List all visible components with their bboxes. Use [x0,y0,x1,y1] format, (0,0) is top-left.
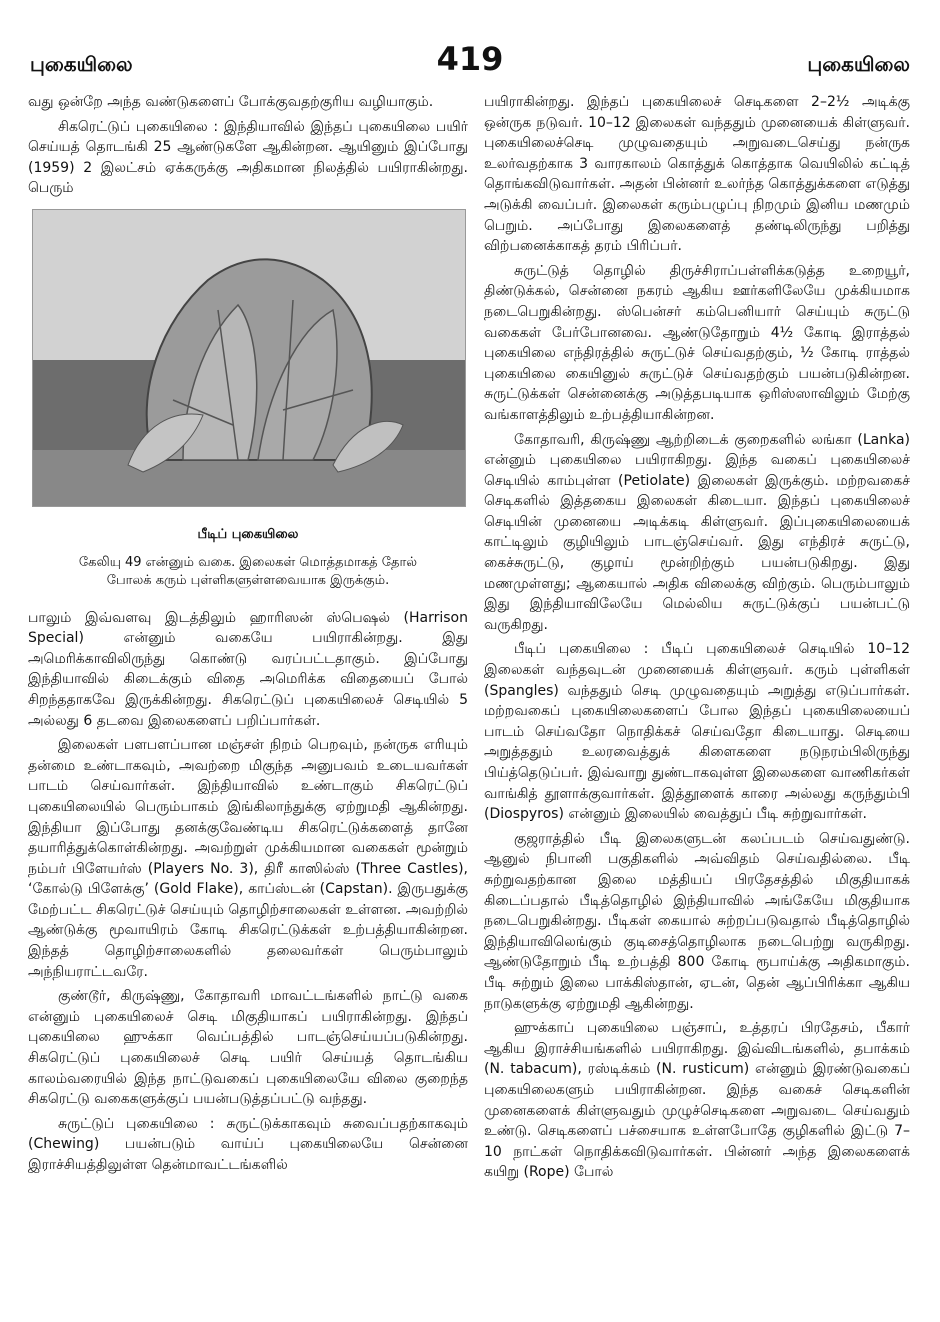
tobacco-plant-photo [32,209,466,507]
left-column [28,92,468,1302]
paragraph: கோதாவரி, கிருஷ்ணு ஆற்றிடைக் குறைகளில் லங்கா (Lanka) என்னும் புகையிலை பயிராகிறது. இந்த வகைப் புகையிலைச் செடியில் காம்புள்ள (Petiolate) இலைகள் இருக்கும். மற்றவகைச் செடிகளில் இத்தகைய இலைகள் கிடையா. இந்தப் புகையிலைச் செடியின் முனையை அடிக்கடி கிள்ளுவர். இப்புகையிலையைக் காட்டிலும் குழியிலும் பாடஞ்செய்வர். இது எந்திரச் சுருட்டு, கைச்சுருட்டு, குழாய் மூன்றிற்கும் பயன்படுகிறது. இது மணமுள்ளது; ஆகையால் அதிக விலைக்கு விற்கும். பெரும்பாலும் இது இந்தியாவிலேயே மெல்லிய சுருட்டுக்குப் பயன்பட்டு வருகிறது. [484,431,910,633]
paragraph: சிகரெட்டுப் புகையிலை : இந்தியாவில் இந்தப் புகையிலை பயிர் செய்யத் தொடங்கி 25 ஆண்டுகளே ஆகின்றன. ஆயினும் இப்போது (1959) 2 இலட்சம் ஏக்கருக்கு அதிகமான நிலத்தில் பயிராகின்றது. பெரும் [28,118,468,197]
figure [32,209,464,590]
paragraph: பாலும் இவ்வளவு இடத்திலும் ஹாரிஸன் ஸ்பெஷல் (Harrison Special) என்னும் வகையே பயிராகின்றது. இது அமெரிக்காவிலிருந்து கொண்டு வரப்பட்டதாகும். இப்போது இந்தியாவில் கிடைக்கும் விதை அமெரிக்க விதையைப் போல் சிறந்ததாகவே இருக்கின்றது. சிகரெட்டுப் புகையிலைச் செடியில் 5 அல்லது 6 தடவை இலைகளைப் பறிப்பார்கள். [28,609,468,729]
figure-caption-line: போலக் கரும் புள்ளிகளுள்ளவையாக இருக்கும். [106,572,390,588]
paragraph: பயிராகின்றது. இந்தப் புகையிலைச் செடிகளை 2–2½ அடிக்கு ஒன்ருக நடுவர். 10–12 இலைகள் வந்ததும் முனையைக் கிள்ளுவர். புகையிலைச்செடி முழுவதையும் அறுவடைசெய்து நன்ருக உலர்வதற்காக 3 வாரகாலம் கொத்துக் கொத்தாக வெயிலில் கட்டித் தொங்கவிடுவார்கள். அதன் பின்னர் உலர்ந்த கொத்துக்களை எடுத்து அடுக்கி வைப்பர். இலைகள் கரும்பழுப்பு நிறமும் இனிய மணமும் பெறும். அப்போது இலைகளைத் தண்டிலிருந்து பறித்து விற்பனைக்காகத் தரம் பிரிப்பர். [484,94,910,255]
right-column [484,92,910,1302]
page-number: 419 [436,40,504,78]
paragraph: சுருட்டுப் புகையிலை : சுருட்டுக்காகவும் சுவைப்பதற்காகவும் (Chewing) பயன்படும் வாய்ப் புகையிலையே சென்னை இராச்சியத்திலுள்ள தென்மாவட்டங்களில் [28,1115,468,1173]
paragraph: பீடிப் புகையிலை : பீடிப் புகையிலைச் செடியில் 10–12 இலைகள் வந்தவுடன் முனையைக் கிள்ளுவர். கரும் புள்ளிகள் (Spangles) வந்ததும் செடி முழுவதையும் அறுத்து எடுப்பார்கள். மற்றவகைப் புகையிலைகளைப் போல இந்தப் புகையிலையைப் பாடம் செய்வதோ நொதிக்கச் செய்வதோ கிடையாது. செடியை அறுத்ததும் உலரவைத்துக் கிளைகளை நடுநரம்பிலிருந்து பிய்த்தெடுப்பர். இவ்வாறு துண்டாகவுள்ள இலைகளை வாணிகர்கள் வாங்கித் தூளாக்குவார்கள். இத்தூளைக் காரை அல்லது கருந்தும்பி (Diospyros) என்னும் இலையில் வைத்துப் பீடி சுற்றுவார்கள். [484,641,910,823]
page-header [30,40,910,86]
header-left-term: புகையிலை [30,51,133,76]
figure-caption [32,554,464,590]
figure-title: பீடிப் புகையிலை [197,526,299,542]
paragraph: ஹுக்காப் புகையிலை பஞ்சாப், உத்தரப் பிரதேசம், பீகார் ஆகிய இராச்சியங்களில் பயிராகிறது. இவ்விடங்களில், தபாக்கம் (N. tabacum), ரஸ்டிக்கம் (N. rusticum) என்னும் இரண்டுவகைப் புகையிலைகளும் பயிராகின்றன. இந்த வகைச் செடிகளின் முனைகளைக் கிள்ளுவதும் முழுச்செடிகளை அறுவடை செய்வதும் உண்டு. செடிகளைப் பச்சையாக உள்ளபோதே குழிகளில் இட்டு 7–10 நாட்கள் நொதிக்கவிடுவார்கள். பின்னர் அந்த இலைகளைக் கயிறு (Rope) போல் [484,1020,910,1181]
paragraph: குண்டூர், கிருஷ்ணு, கோதாவரி மாவட்டங்களில் நாட்டு வகை என்னும் புகையிலைச் செடி மிகுதியாகப் பயிராகின்றது. இந்தப் புகையிலை ஹுக்கா வெப்பத்தில் பாடஞ்செய்யப்படுகின்றது. சிகரெட்டுப் புகையிலைச் செடி பயிர் செய்யத் தொடங்கிய காலம்வரையில் இந்த நாட்டுவகைப் புகையிலையே விலை குறைந்த சிகரெட்டு வகைகளுக்குப் பயன்படுத்தப்பட்டு வந்தது. [28,988,468,1108]
paragraph: வது ஒன்றே அந்த வண்டுகளைப் போக்குவதற்குரிய வழியாகும். [28,94,434,110]
paragraph: இலைகள் பளபளப்பான மஞ்சள் நிறம் பெறவும், நன்ருக எரியும் தன்மை உண்டாகவும், அவற்றை மிகுந்த அனுபவம் உடையவர்கள் பாடம் செய்வார்கள். இந்தியாவில் உண்டாகும் சிகரெட்டுப் புகையிலையில் பெரும்பாகம் இங்கிலாந்துக்கு ஏற்றுமதி ஆகின்றது. இந்தியா இப்போது தனக்குவேண்டிய சிகரெட்டுக்களைத் தானே தயாரித்துக்கொள்கின்றது. அவற்றுள் முக்கியமான வகைகள் மூன்றும் நம்பர் பிளேயர்ஸ் (Players No. 3), திரீ காஸில்ஸ் (Three Castles), ‘கோல்டு பிளேக்கு’ (Gold Flake), காப்ஸ்டன் (Capstan). இருபதுக்கு மேற்பட்ட சிகரெட்டுச் செய்யும் தொழிற்சாலைகள் உள்ளன. அவற்றில் ஆண்டுக்கு மூவாயிரம் கோடி சிகரெட்டுக்கள் உற்பத்தியாகின்றன. இந்தத் தொழிற்சாலைகளில் தலைவர்கள் பெரும்பாலும் அந்நியராட்டவரே. [28,737,468,980]
paragraph: சுருட்டுத் தொழில் திருச்சிராப்பள்ளிக்கடுத்த உறையூர், திண்டுக்கல், சென்னை நகரம் ஆகிய ஊர்களிலேயே முக்கியமாக நடைபெறுகின்றது. ஸ்பென்சர் கம்பெனியார் செய்யும் சுருட்டு வகைகள் பேர்போனவை. ஆண்டுதோறும் 4½ கோடி இராத்தல் புகையிலை எந்திரத்தில் சுருட்டுச் செய்வதற்கும், ½ கோடி ராத்தல் புகையிலை கையினுல் சுருட்டுச் செய்வதற்கும் பயன்படுகின்றன. சுருட்டுக்கள் சென்னைக்கு அடுத்தபடியாக ஒரிஸ்ஸாவிலும் மேற்கு வங்காளத்திலும் உற்பத்தியாகின்றன. [484,262,910,423]
paragraph: குஜராத்தில் பீடி இலைகளுடன் கலப்படம் செய்வதுண்டு. ஆனுல் நிபானி பகுதிகளில் அவ்விதம் செய்வதில்லை. பீடி சுற்றுவதற்கான இலை மத்தியப் பிரதேசத்தில் மிகுதியாகக் கிடைப்பதால் பீடித்தொழில் இந்தியாவில் அங்கேயே மிகுதியாக நடைபெறுகின்றது. பீடிகள் கையால் சுற்றப்படுவதால் பீடித்தொழில் இந்தியாவிலெங்கும் குடிசைத்தொழிலாக நடைபெற்று வருகிறது. ஆண்டுதோறும் பீடி உற்பத்தி 800 கோடி ரூபாய்க்கு அதிகமாகும். பீடி சுற்றும் இலை பாக்கிஸ்தான், ஏடன், தென் ஆப்பிரிக்கா ஆகிய நாடுகளுக்கு ஏற்றுமதி ஆகின்றது. [484,830,910,1012]
header-right-term: புகையிலை [807,51,910,76]
figure-caption-line: கேலியு 49 என்னும் வகை. இலைகள் மொத்தமாகத் தோல் [78,554,418,570]
